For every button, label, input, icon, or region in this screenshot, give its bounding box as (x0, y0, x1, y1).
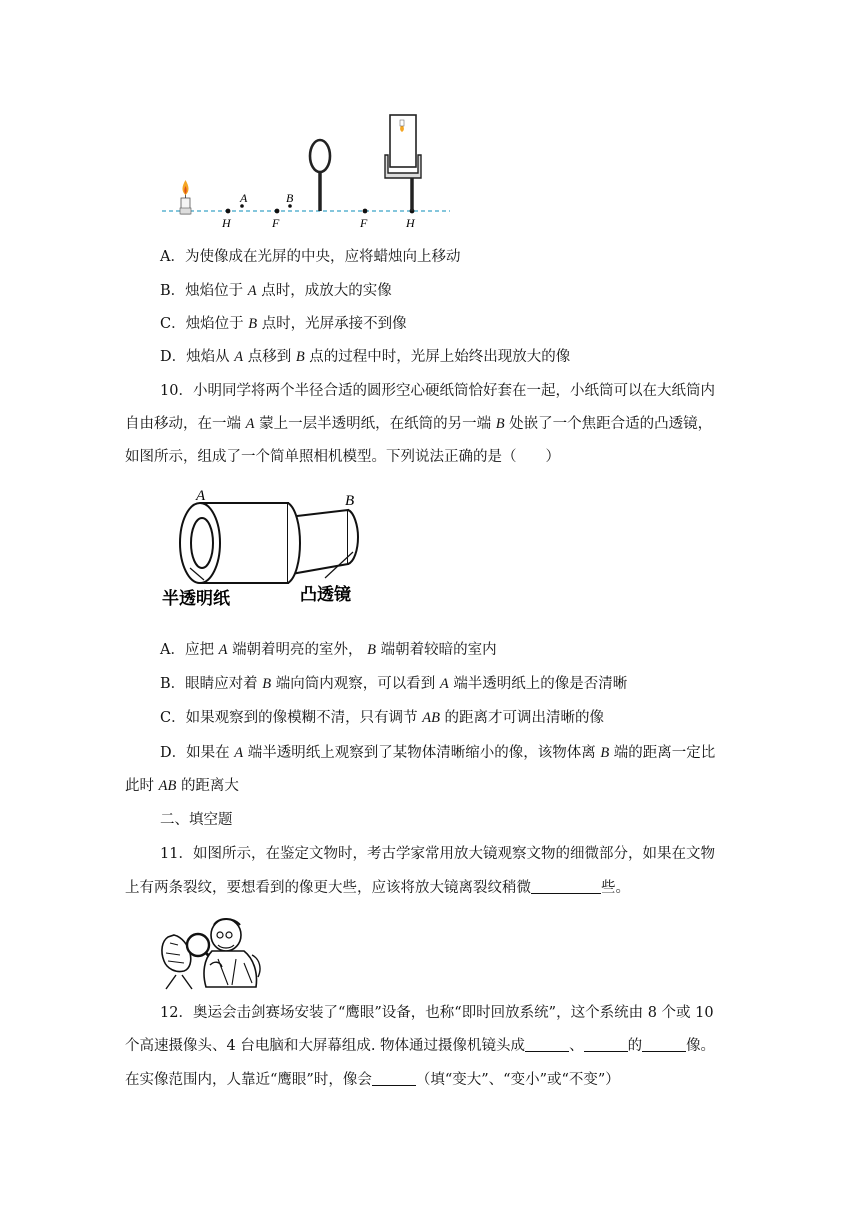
label-H2: H (406, 216, 415, 230)
q9-option-d: D．烛焰从 A 点移到 B 点的过程中时，光屏上始终出现放大的像 (160, 349, 571, 365)
q12-answer-blank-4[interactable] (372, 1071, 416, 1086)
q9-option-b: B．烛焰位于 A 点时，成放大的实像 (160, 283, 392, 299)
label-a: A (196, 488, 206, 504)
optical-bench-svg (160, 110, 455, 235)
point-F2 (363, 209, 368, 214)
archaeologist-figure (158, 915, 266, 990)
camera-model-figure (160, 488, 380, 610)
caption-convex-lens: 凸透镜 (300, 585, 351, 605)
convex-lens-icon (310, 140, 330, 211)
q12-stem-line1: 12．奥运会击剑赛场安装了“鹰眼”设备，也称“即时回放系统”，这个系统由 8 个或 10 (160, 1005, 714, 1021)
q12-answer-blank-1[interactable] (525, 1037, 569, 1052)
q11-stem-line1: 11．如图所示，在鉴定文物时，考古学家常用放大镜观察文物的细微部分，如果在文物 (160, 846, 715, 862)
label-H1: H (222, 216, 231, 230)
label-F2: F (360, 216, 368, 230)
q12-stem-line3: 在实像范围内，人靠近“鹰眼”时，像会 （填“变大”、“变小”或“不变”） (125, 1072, 620, 1088)
q9-option-a: A．为使像成在光屏的中央，应将蜡烛向上移动 (160, 249, 461, 265)
point-F1 (275, 209, 280, 214)
q10-stem-line2: 自由移动，在一端 A 蒙上一层半透明纸，在纸筒的另一端 B 处嵌了一个焦距合适的凸透镜， (125, 416, 713, 432)
q11-stem-line2: 上有两条裂纹，要想看到的像更大些，应该将放大镜离裂纹稍微 些。 (125, 880, 630, 896)
q10-option-b: B．眼睛应对着 B 端向筒内观察，可以看到 A 端半透明纸上的像是否清晰 (160, 676, 628, 692)
caption-translucent-paper: 半透明纸 (162, 589, 230, 609)
optical-bench-figure (160, 110, 455, 235)
label-F1: F (272, 216, 280, 230)
section-title-fill-in: 二、填空题 (160, 812, 233, 828)
q10-stem-line3: 如图所示，组成了一个简单照相机模型。下列说法正确的是（ ） (125, 449, 560, 465)
q10-option-d-line2: 此时 AB 的距离大 (125, 778, 239, 794)
q12-stem-line2: 个高速摄像头、4 台电脑和大屏幕组成. 物体通过摄像机镜头成 、 的 像。 (125, 1038, 716, 1054)
label-A: A (240, 191, 248, 205)
light-screen-icon (385, 115, 421, 211)
candle-icon (180, 180, 191, 214)
q12-answer-blank-3[interactable] (642, 1037, 686, 1052)
label-b: B (345, 493, 355, 509)
label-B: B (286, 191, 294, 205)
q11-answer-blank[interactable] (531, 879, 601, 894)
q10-option-d: D．如果在 A 端半透明纸上观察到了某物体清晰缩小的像，该物体离 B 端的距离一定比 (160, 745, 716, 761)
q12-answer-blank-2[interactable] (584, 1037, 628, 1052)
q10-option-c: C．如果观察到的像模糊不清，只有调节 AB 的距离才可调出清晰的像 (160, 710, 605, 726)
point-H1 (226, 209, 231, 214)
archaeologist-svg (158, 915, 266, 990)
camera-model-svg (160, 488, 380, 610)
q10-stem-line1: 10．小明同学将两个半径合适的圆形空心硬纸筒恰好套在一起，小纸筒可以在大纸筒内 (160, 383, 715, 399)
q10-option-a: A．应把 A 端朝着明亮的室外， B 端朝着较暗的室内 (160, 642, 497, 658)
q9-option-c: C．烛焰位于 B 点时，光屏承接不到像 (160, 316, 407, 332)
